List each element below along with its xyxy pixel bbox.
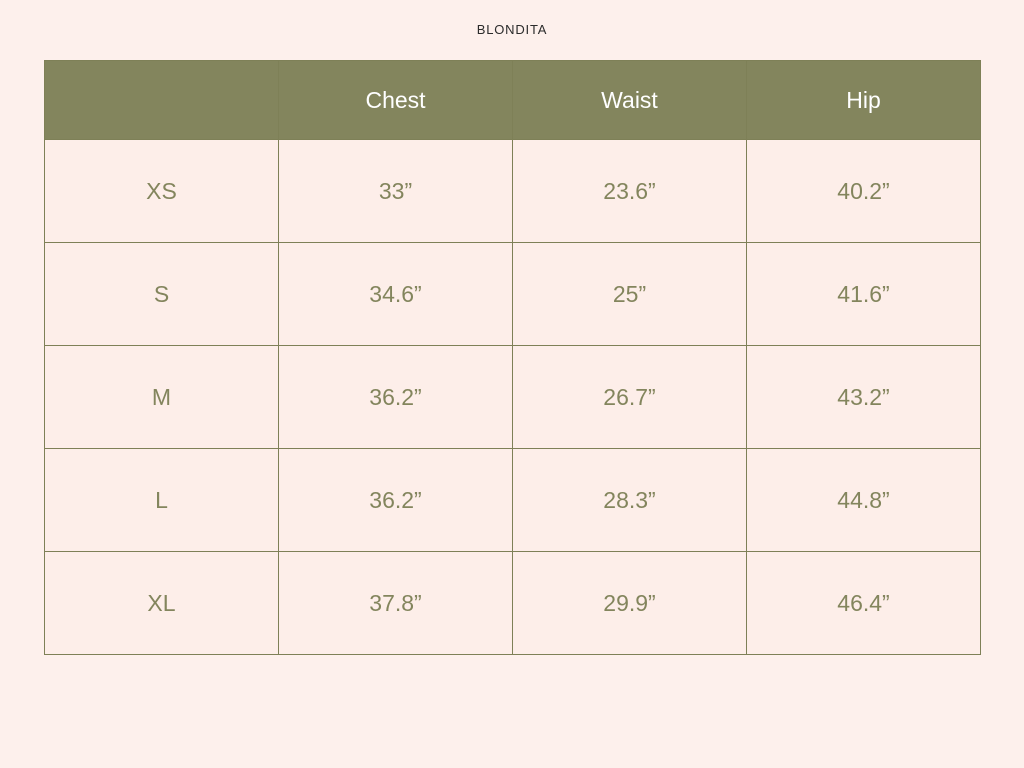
cell-waist: 28.3”	[513, 449, 747, 552]
table-row	[45, 140, 981, 243]
cell-chest: 34.6”	[279, 243, 513, 346]
cell-waist: 25”	[513, 243, 747, 346]
cell-size: S	[45, 243, 279, 346]
column-header-waist: Waist	[513, 61, 747, 140]
page-title: BLONDITA	[476, 22, 548, 37]
cell-hip: 40.2”	[747, 140, 981, 243]
cell-size: XL	[45, 552, 279, 655]
table-header	[45, 61, 981, 140]
cell-size: XS	[45, 140, 279, 243]
cell-size: L	[45, 449, 279, 552]
cell-chest: 33”	[279, 140, 513, 243]
cell-hip: 43.2”	[747, 346, 981, 449]
table-row	[45, 243, 981, 346]
cell-chest: 36.2”	[279, 449, 513, 552]
cell-chest: 36.2”	[279, 346, 513, 449]
cell-hip: 46.4”	[747, 552, 981, 655]
cell-hip: 44.8”	[747, 449, 981, 552]
cell-hip: 41.6”	[747, 243, 981, 346]
cell-waist: 23.6”	[513, 140, 747, 243]
table-row	[45, 449, 981, 552]
cell-waist: 26.7”	[513, 346, 747, 449]
size-table-container	[44, 60, 980, 655]
cell-size: M	[45, 346, 279, 449]
table-header-row	[45, 61, 981, 140]
column-header-hip: Hip	[747, 61, 981, 140]
table-row	[45, 552, 981, 655]
table-body	[45, 140, 981, 655]
cell-waist: 29.9”	[513, 552, 747, 655]
size-chart-table	[44, 60, 981, 655]
cell-chest: 37.8”	[279, 552, 513, 655]
column-header-chest: Chest	[279, 61, 513, 140]
column-header-size	[45, 61, 279, 140]
table-row	[45, 346, 981, 449]
